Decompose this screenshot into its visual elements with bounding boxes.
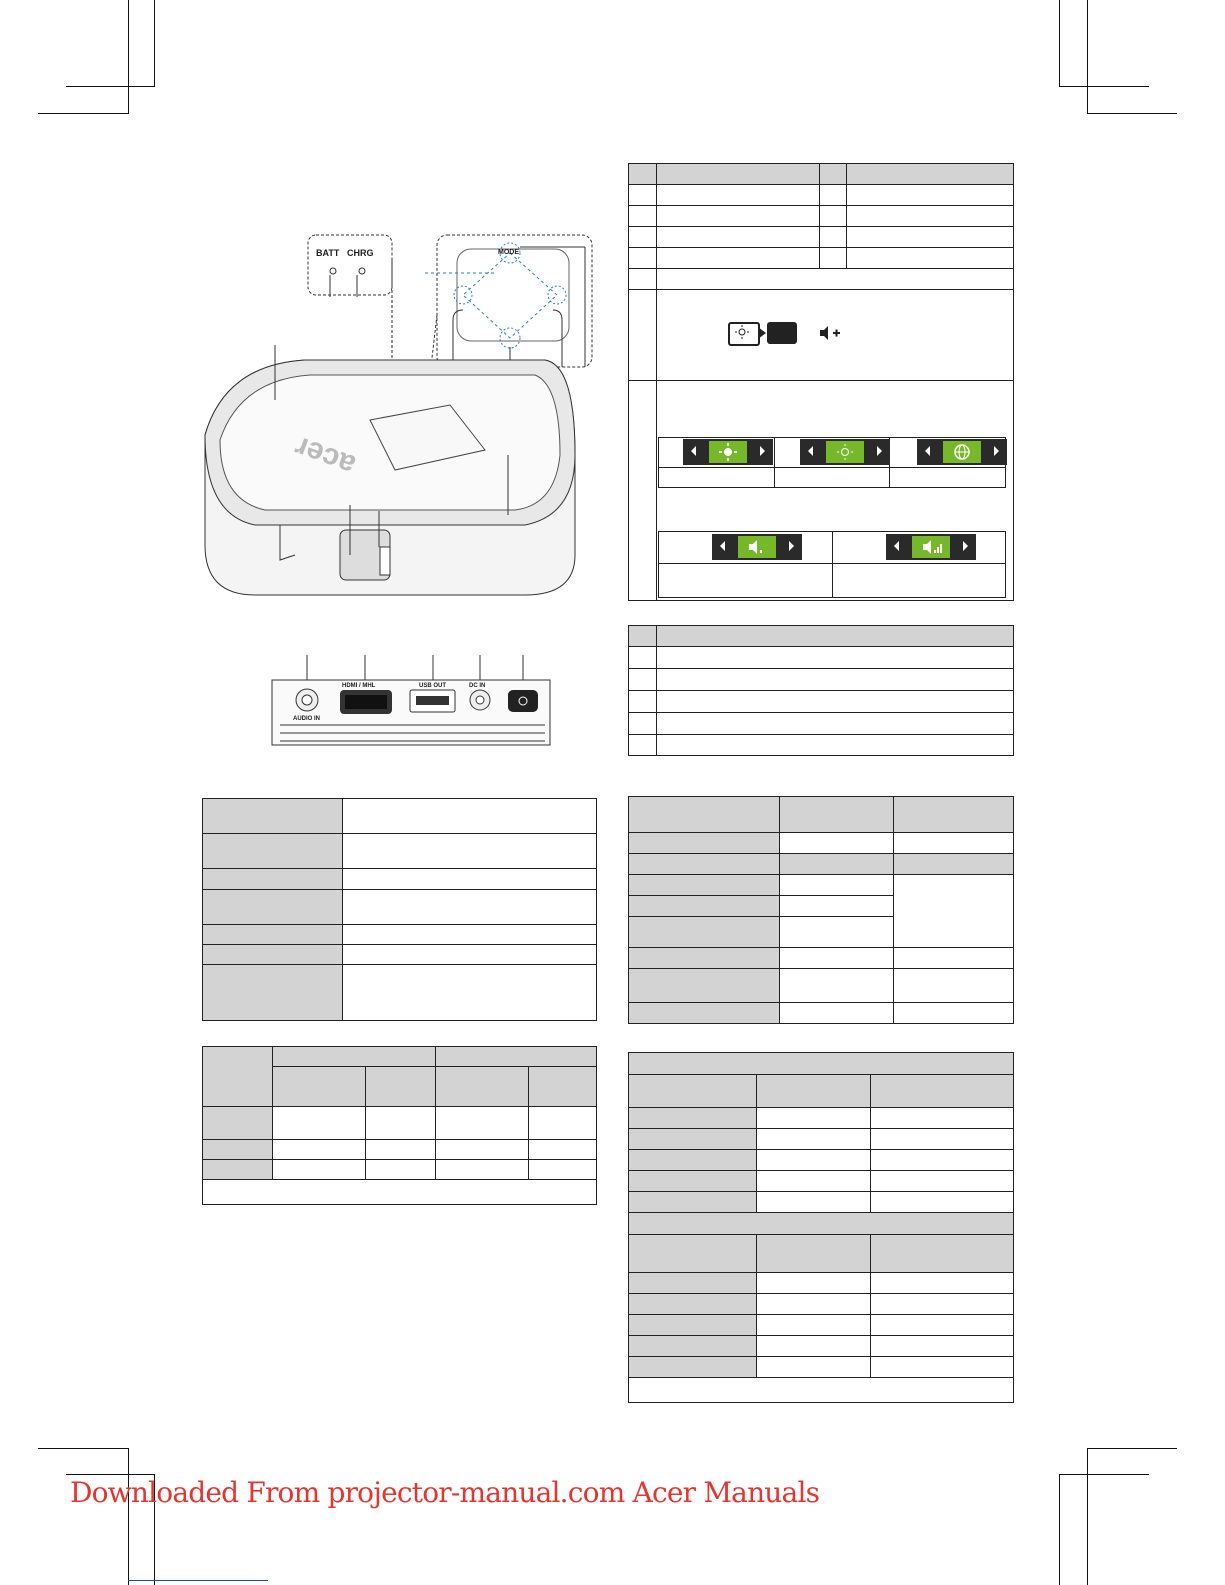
crop-mark xyxy=(38,1448,128,1449)
crop-mark xyxy=(1059,1474,1149,1475)
osd-language xyxy=(917,439,1007,465)
svg-text:acer: acer xyxy=(290,429,360,482)
globe-icon xyxy=(943,441,981,463)
crop-mark xyxy=(66,1474,154,1475)
osd-volume-low xyxy=(712,534,802,560)
osd-volume-high xyxy=(886,534,976,560)
spec-table-left-bottom xyxy=(202,1046,597,1205)
crop-mark xyxy=(128,1448,129,1585)
crop-mark xyxy=(66,86,154,87)
speaker-icon xyxy=(912,536,950,558)
batt-label: BATT xyxy=(316,248,340,258)
crop-mark xyxy=(1087,1448,1088,1585)
sun-icon xyxy=(709,441,747,463)
crop-mark xyxy=(1059,86,1149,87)
link-underline xyxy=(128,1580,268,1581)
download-source-link[interactable]: Downloaded From projector-manual.com Acer Manuals xyxy=(70,1476,820,1509)
osd-brightness xyxy=(683,439,773,465)
black-screen-key xyxy=(767,322,797,344)
sun-icon xyxy=(826,441,864,463)
usb-out-label: USB OUT xyxy=(419,683,446,689)
crop-mark xyxy=(154,0,155,87)
sun-icon xyxy=(730,324,754,340)
rear-panel-illustration xyxy=(270,650,555,765)
connector-table xyxy=(628,625,1014,756)
crop-mark xyxy=(38,113,128,114)
crop-mark xyxy=(1087,0,1088,114)
spec-table-left-top xyxy=(202,798,597,1021)
dc-in-label: DC IN xyxy=(469,683,486,689)
timing-table xyxy=(628,1052,1014,1403)
audio-in-label: AUDIO IN xyxy=(293,716,320,722)
crop-mark xyxy=(1087,113,1177,114)
crop-mark xyxy=(1087,1448,1177,1449)
volume-plus-icon xyxy=(818,325,842,341)
crop-mark xyxy=(128,0,129,114)
crop-mark xyxy=(1059,0,1060,87)
hdmi-mhl-label: HDMI / MHL xyxy=(342,683,376,689)
mode-label: MODE xyxy=(498,249,519,256)
crop-mark xyxy=(1059,1474,1060,1585)
chrg-label: CHRG xyxy=(347,248,374,258)
arrow-right-icon xyxy=(758,327,766,339)
osd-eco xyxy=(800,439,890,465)
speaker-icon xyxy=(738,536,776,558)
brightness-key-graphic xyxy=(728,322,760,346)
projector-illustration xyxy=(195,225,605,605)
led-table xyxy=(628,796,1014,1024)
